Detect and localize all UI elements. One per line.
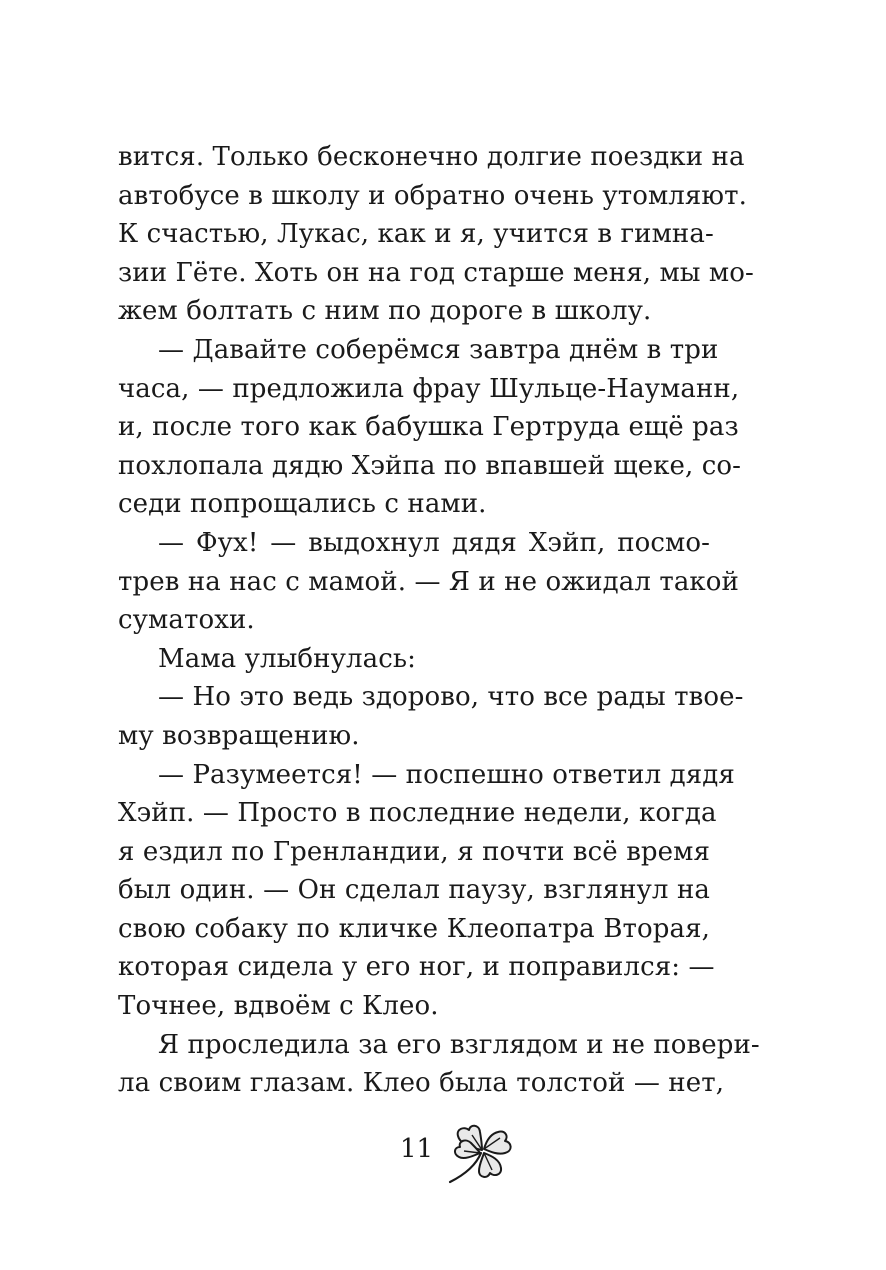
body-text (118, 138, 760, 1103)
text-line: трев на нас с мамой. — Я и не ожидал такой (118, 566, 739, 597)
text-line: свою собаку по кличке Клеопатра Вторая, (118, 913, 710, 944)
text-line: Хэйп. — Просто в последние недели, когда (118, 798, 717, 829)
text-line: му возвращению. (118, 720, 360, 751)
text-line: Я проследила за его взглядом и не повери- (158, 1029, 760, 1060)
text-line: и, после того как бабушка Гертруда ещё раз (118, 412, 739, 443)
text-line: похлопала дядю Хэйпа по впавшей щеке, со- (118, 450, 742, 481)
text-line: жем болтать с ним по дороге в школу. (118, 296, 652, 327)
text-line: Точнее, вдвоём с Клео. (118, 991, 439, 1022)
text-line: вится. Только бесконечно долгие поездки на (118, 142, 745, 172)
text-line: я ездил по Гренландии, я почти всё время (118, 836, 710, 867)
text-line: К счастью, Лукас, как и я, учится в гимна- (118, 219, 714, 250)
text-line: — Но это ведь здорово, что все рады твое- (158, 682, 744, 713)
text-line: ла своим глазам. Клео была толстой — нет, (118, 1068, 725, 1099)
page-footer (0, 1120, 886, 1210)
text-line: автобусе в школу и обратно очень утомляют. (118, 180, 748, 211)
text-line: седи попрощались с нами. (118, 489, 487, 520)
clover-icon (442, 1120, 522, 1190)
page-number: 11 (400, 1134, 434, 1164)
text-line: — Разумеется! — поспешно ответил дядя (158, 759, 735, 790)
text-line: был один. — Он сделал паузу, взглянул на (118, 875, 710, 906)
text-line: — Давайте соберёмся завтра днём в три (158, 334, 719, 365)
text-line: зии Гёте. Хоть он на год старше меня, мы мо- (118, 257, 754, 288)
text-line: Мама улыбнулась: (158, 643, 416, 674)
text-line: суматохи. (118, 605, 255, 636)
text-line: которая сидела у его ног, и поправился: — (118, 952, 715, 983)
text-line: часа, — предложила фрау Шульце-Науманн, (118, 373, 740, 404)
text-line: — Фух! — выдохнул дядя Хэйп, посмо- (158, 527, 710, 558)
